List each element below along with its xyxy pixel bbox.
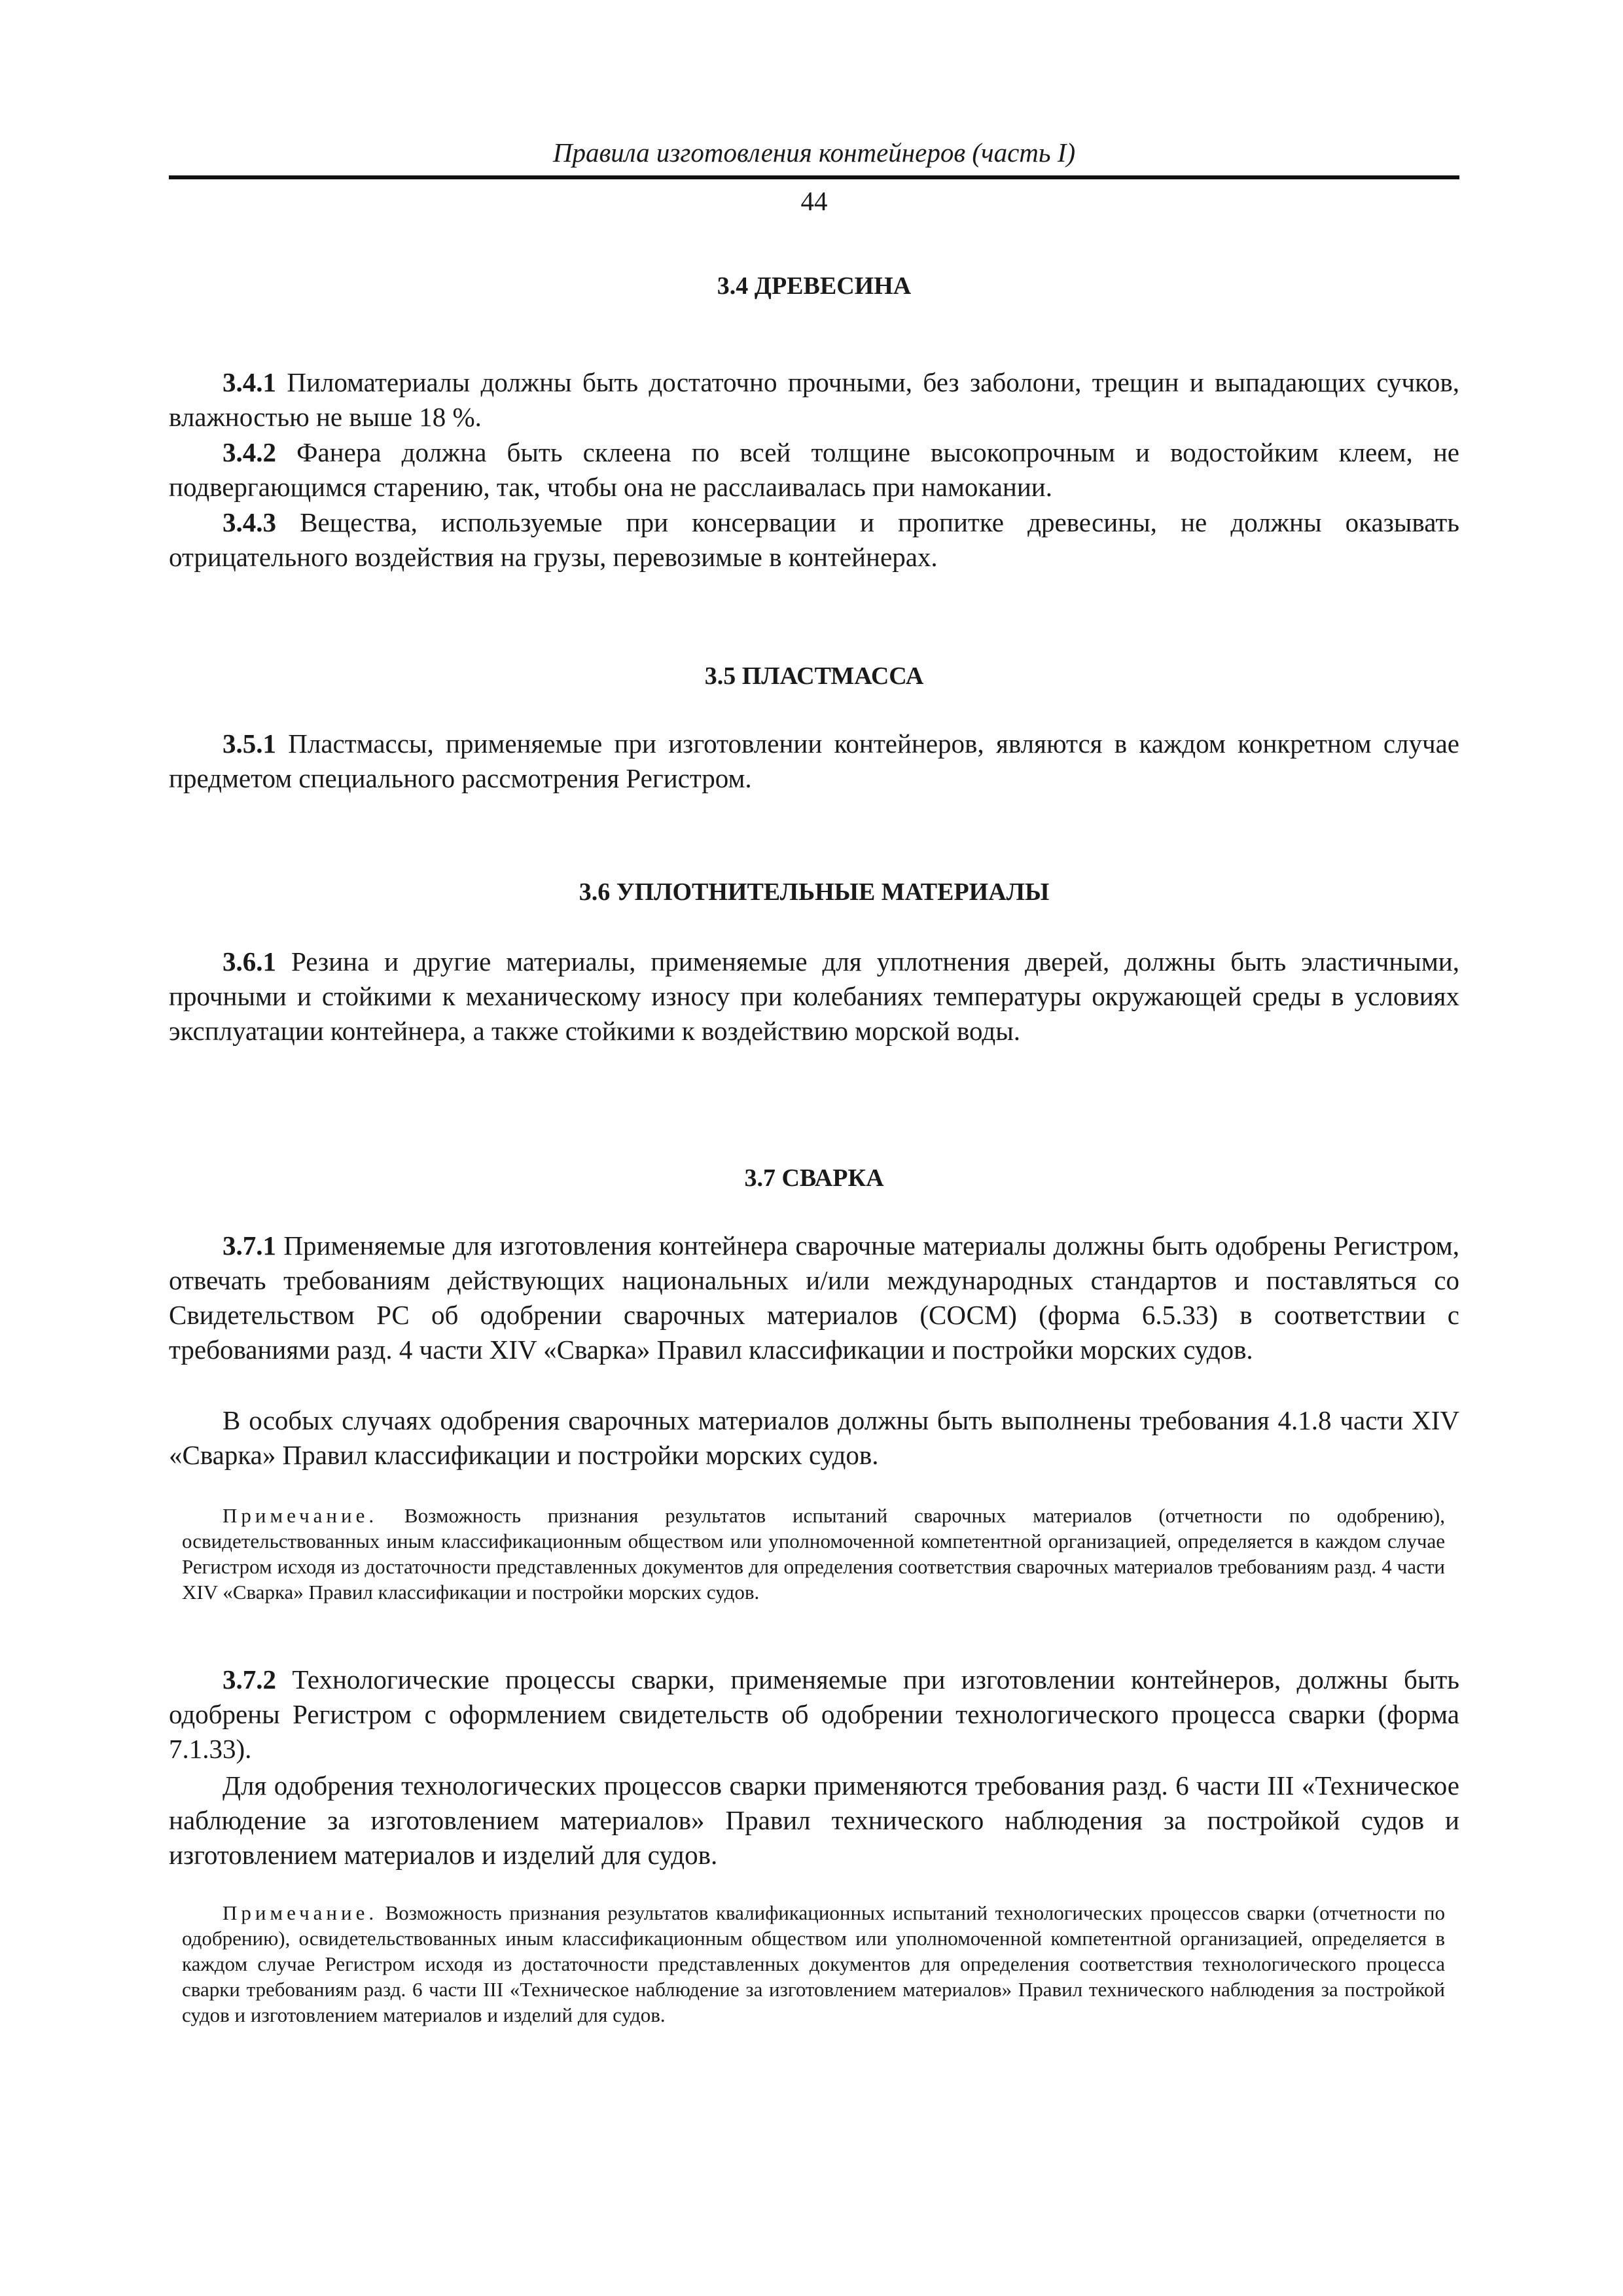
page-number: 44: [800, 186, 828, 216]
paragraph-3-7-1: [169, 1229, 1459, 1367]
note-welding-materials: [182, 1503, 1445, 1605]
clause-text: Применяемые для изготовления контейнера сварочные материалы должны быть одобрены Регистром, отвечать требованиям действующих национальных и/или международных стандартов и поставляться со Свидетельством РС об одобрении сварочных материалов (СОСМ) (форма 6.5.33) в соответствии с требованиями разд. 4 части XIV «Сварка» Правил классификации и постройки морских судов.: [169, 1230, 1459, 1365]
section-heading-3-7: 3.7 СВАРКА: [744, 1164, 884, 1192]
paragraph-3-7-2: [169, 1662, 1459, 1767]
clause-text: Пластмассы, применяемые при изготовлении контейнеров, являются в каждом конкретном случае предметом специального рассмотрения Регистром.: [169, 728, 1459, 793]
clause-number: 3.5.1: [223, 728, 276, 759]
note-label: Примечание.: [223, 1901, 378, 1924]
clause-number: 3.6.1: [223, 946, 276, 977]
section-heading-3-5: 3.5 ПЛАСТМАССА: [704, 662, 924, 690]
section-heading-3-4: 3.4 ДРЕВЕСИНА: [717, 272, 912, 300]
note-text: Возможность признания результатов квалификационных испытаний технологических процессов сварки (отчетности по одобрению), освидетельствованных иным классификационным обществом или уполномоченной компетентной организацией, определяется в каждом случае Регистром исходя из достаточности представленных документов для определения соответствия технологического процесса сварки требованиям разд. 6 части III «Техническое наблюдение за изготовлением материалов» Правил технического наблюдения за постройкой судов и изготовлением материалов и изделий для судов.: [182, 1901, 1445, 2026]
paragraph-3-4-3: [169, 505, 1459, 575]
clause-number: 3.4.3: [223, 507, 276, 537]
running-title: Правила изготовления контейнеров (часть I): [552, 137, 1076, 168]
paragraph-3-4-2: [169, 435, 1459, 505]
paragraph-3-6-1: [169, 944, 1459, 1049]
clause-text: Резина и другие материалы, применяемые для уплотнения дверей, должны быть эластичными, прочными и стойкими к механическому износу при колебаниях температуры окружающей среды в условиях эксплуатации контейнера, а также стойкими к воздействию морской воды.: [169, 946, 1459, 1046]
clause-number: 3.4.1: [223, 367, 276, 397]
section-heading-3-6: 3.6 УПЛОТНИТЕЛЬНЫЕ МАТЕРИАЛЫ: [579, 878, 1050, 906]
clause-text: Пиломатериалы должны быть достаточно прочными, без заболони, трещин и выпадающих сучков, влажностью не выше 18 %.: [169, 367, 1459, 432]
clause-number: 3.4.2: [223, 437, 276, 467]
note-label: Примечание.: [223, 1504, 378, 1527]
paragraph-3-7-1-special-cases: В особых случаях одобрения сварочных материалов должны быть выполнены требования 4.1.8 части XIV «Сварка» Правил классификации и постройки морских судов.: [169, 1405, 1459, 1470]
note-text: Возможность признания результатов испытаний сварочных материалов (отчетности по одобрению), освидетельствованных иным классификационным обществом или уполномоченной компетентной организацией, определяется в каждом случае Регистром исходя из достаточности представленных документов для определения соответствия сварочных материалов требованиям разд. 4 части XIV «Сварка» Правил классификации и постройки морских судов.: [182, 1504, 1445, 1604]
note-welding-procedures: [182, 1900, 1445, 2028]
paragraph-3-4-1: [169, 365, 1459, 435]
clause-text: Фанера должна быть склеена по всей толщине высокопрочным и водостойким клеем, не подвергающимся старению, так, чтобы она не расслаивалась при намокании.: [169, 437, 1459, 502]
clause-text: Вещества, используемые при консервации и пропитке древесины, не должны оказывать отрицательного воздействия на грузы, перевозимые в контейнерах.: [169, 507, 1459, 572]
paragraph-3-5-1: [169, 726, 1459, 796]
clause-number: 3.7.1: [223, 1230, 276, 1261]
clause-number: 3.7.2: [223, 1664, 276, 1695]
header-rule: [169, 175, 1459, 179]
clause-text: Технологические процессы сварки, применяемые при изготовлении контейнеров, должны быть одобрены Регистром с оформлением свидетельств об одобрении технологического процесса сварки (форма 7.1.33).: [169, 1664, 1459, 1764]
paragraph-3-7-2-approval: Для одобрения технологических процессов сварки применяются требования разд. 6 части III «Техническое наблюдение за изготовлением материалов» Правил технического наблюдения за постройкой судов и изготовлением материалов и изделий для судов.: [169, 1770, 1459, 1870]
